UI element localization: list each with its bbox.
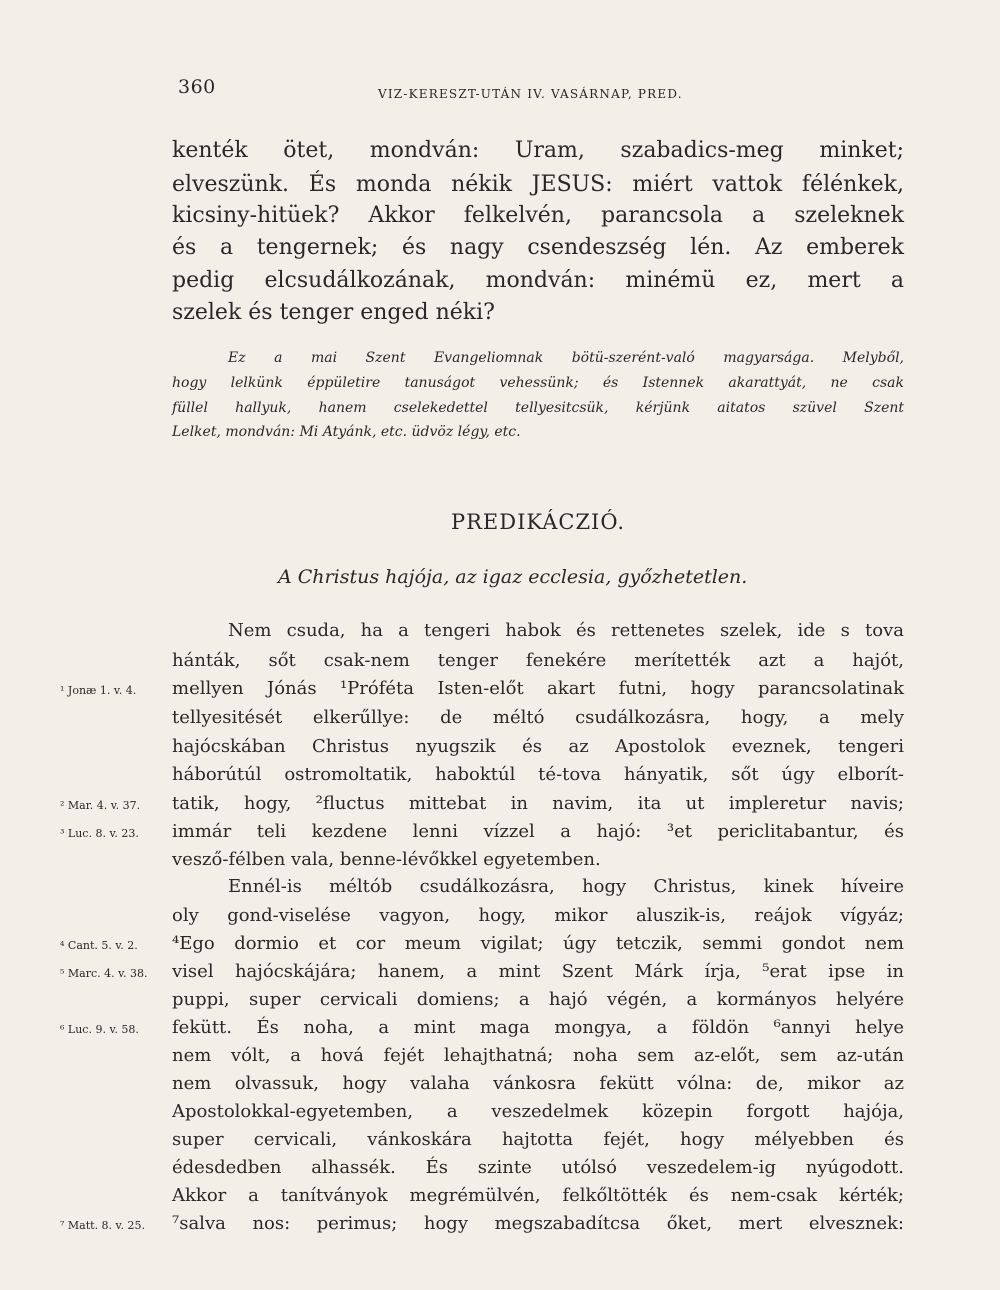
body-line: oly gond-viselése vagyon, hogy, mikor aluszik-is, reájok vígyáz;: [172, 905, 904, 926]
page-number: 360: [178, 76, 216, 98]
body-line: háborútúl ostromoltatik, haboktúl té-tova hányatik, sőt úgy elborít-: [172, 764, 904, 785]
body-line: Apostolokkal-egyetemben, a veszedelmek közepin forgott hajója,: [172, 1101, 904, 1122]
body-line: fekütt. És noha, a mint maga mongya, a földön ⁶annyi helye: [172, 1017, 904, 1038]
body-line: visel hajócskájára; hanem, a mint Szent Márk írja, ⁵erat ipse in: [172, 961, 904, 982]
body-line: nem olvassuk, hogy valaha vánkosra fekütt vólna: de, mikor az: [172, 1073, 904, 1094]
gospel-line: pedig elcsudálkozának, mondván: minémü ez, mert a: [172, 268, 904, 293]
body-line: immár teli kezdene lenni vízzel a hajó: ³et periclitabantur, és: [172, 821, 904, 842]
intro-line: Lelket, mondván: Mi Atyánk, etc. üdvöz légy, etc.: [172, 424, 521, 440]
margin-note: ¹ Jonæ 1. v. 4.: [60, 684, 137, 697]
body-line: tatik, hogy, ²fluctus mittebat in navim, ita ut impleretur navis;: [172, 793, 904, 814]
margin-note: ⁴ Cant. 5. v. 2.: [60, 939, 138, 952]
margin-note: ² Mar. 4. v. 37.: [60, 799, 141, 812]
gospel-line: és a tengernek; és nagy csendeszség lén. Az emberek: [172, 235, 904, 260]
margin-note: ⁷ Matt. 8. v. 25.: [60, 1219, 145, 1232]
body-line: puppi, super cervicali domiens; a hajó végén, a kormányos helyére: [172, 989, 904, 1010]
body-line: mellyen Jónás ¹Próféta Isten-előt akart futni, hogy parancsolatinak: [172, 678, 904, 699]
body-line: ⁷salva nos: perimus; hogy megszabadítcsa őket, mert elvesznek:: [172, 1213, 904, 1234]
body-line: édesdedben alhassék. És szinte utólsó veszedelem-ig nyúgodott.: [172, 1157, 904, 1178]
margin-note: ⁶ Luc. 9. v. 58.: [60, 1023, 139, 1036]
sermon-subheading: A Christus hajója, az igaz ecclesia, győzhetetlen.: [278, 566, 748, 588]
margin-note: ⁵ Marc. 4. v. 38.: [60, 967, 148, 980]
gospel-line: szelek és tenger enged néki?: [172, 300, 495, 325]
body-line: ⁴Ego dormio et cor meum vigilat; úgy tetczik, semmi gondot nem: [172, 933, 904, 954]
body-line: super cervicali, vánkoskára hajtotta fejét, hogy mélyebben és: [172, 1129, 904, 1150]
body-line: hajócskában Christus nyugszik és az Apostolok eveznek, tengeri: [172, 736, 904, 757]
body-line: Ennél-is méltób csudálkozásra, hogy Christus, kinek híveire: [228, 876, 904, 897]
intro-line: füllel hallyuk, hanem cselekedettel tellyesitcsük, kérjünk aitatos szüvel Szent: [172, 400, 904, 416]
body-line: hánták, sőt csak-nem tenger fenekére merítették azt a hajót,: [172, 650, 904, 671]
body-line: nem vólt, a hová fejét lehajthatná; noha sem az-előt, sem az-után: [172, 1045, 904, 1066]
intro-line: Ez a mai Szent Evangeliomnak bötü-szerént-való magyarsága. Melyből,: [228, 350, 904, 366]
gospel-line: elveszünk. És monda nékik JESUS: miért vattok félénkek,: [172, 172, 904, 197]
margin-note: ³ Luc. 8. v. 23.: [60, 827, 139, 840]
intro-line: hogy lelkünk éppületire tanuságot vehessünk; és Istennek akarattyát, ne csak: [172, 375, 904, 391]
running-head: VIZ-KERESZT-UTÁN IV. VASÁRNAP, PRED.: [378, 87, 683, 101]
body-line: tellyesitését elkerűllye: de méltó csudálkozásra, hogy, a mely: [172, 707, 904, 728]
gospel-line: kicsiny-hitüek? Akkor felkelvén, parancsola a szeleknek: [172, 203, 904, 228]
body-line: Nem csuda, ha a tengeri habok és rettenetes szelek, ide s tova: [228, 620, 904, 641]
gospel-line: kenték ötet, mondván: Uram, szabadics-meg minket;: [172, 138, 904, 163]
sermon-heading-text: PREDIKÁCZIÓ.: [450, 510, 626, 534]
body-line: vesző-félben vala, benne-lévőkkel egyetemben.: [172, 849, 601, 870]
body-line: Akkor a tanítványok megrémülvén, felkőltötték és nem-csak kérték;: [172, 1185, 904, 1206]
sermon-heading: [0, 510, 1000, 534]
